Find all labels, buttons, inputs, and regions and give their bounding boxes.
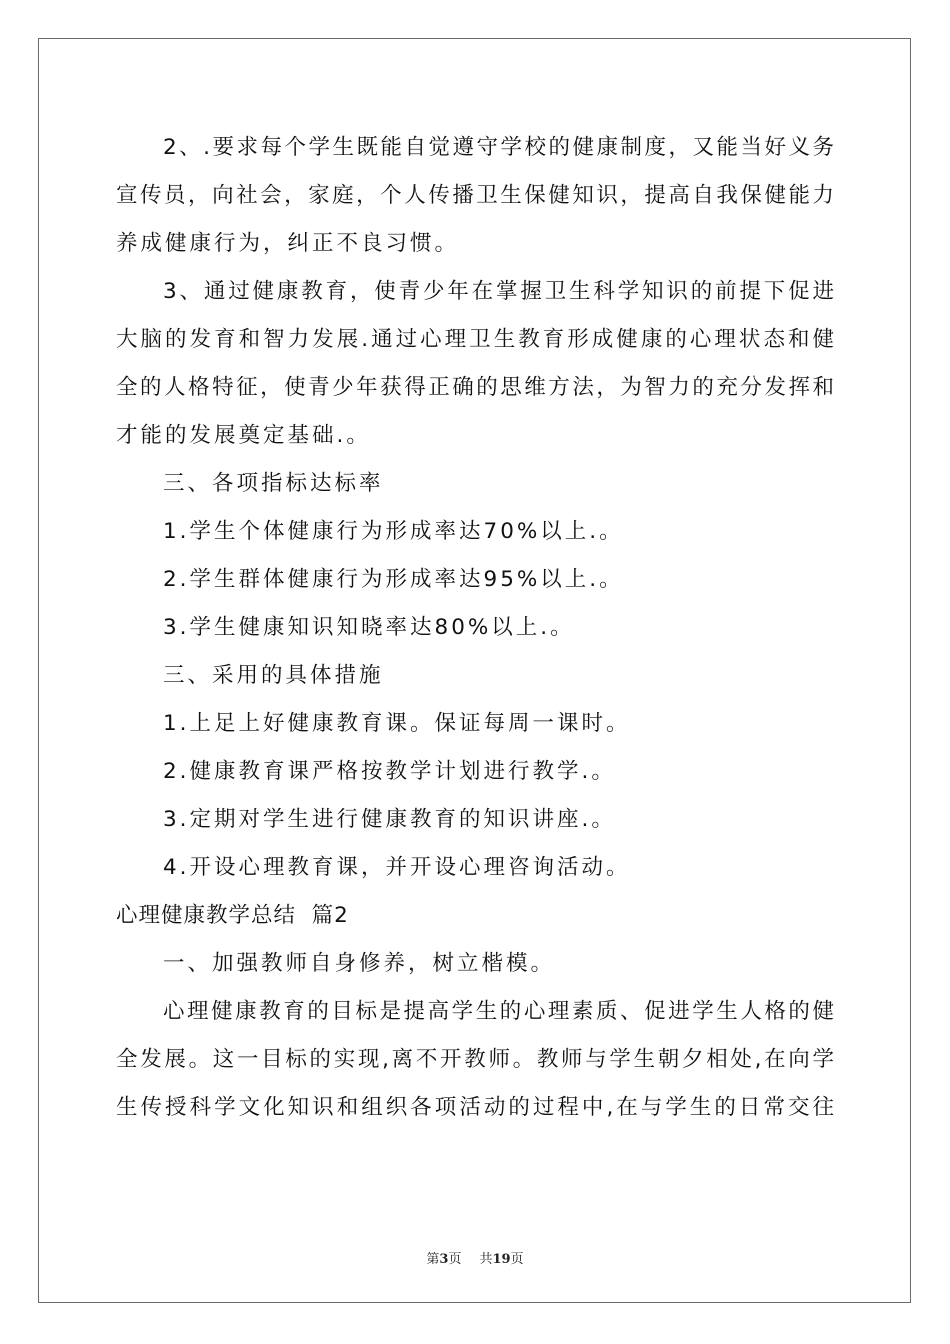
- paragraph-line: 心理健康教育的目标是提高学生的心理素质、促进学生人格的健: [163, 999, 834, 1024]
- paragraph-line: 才能的发展奠定基础.。: [116, 423, 371, 448]
- document-body: [116, 124, 834, 1132]
- list-item: 2.学生群体健康行为形成率达95%以上.。: [163, 567, 624, 592]
- total-unit: 页: [510, 1252, 524, 1267]
- paragraph-line: 生传授科学文化知识和组织各项活动的过程中,在与学生的日常交往: [116, 1095, 834, 1120]
- page-footer: [0, 1248, 950, 1267]
- total-prefix: 共: [479, 1252, 493, 1267]
- paragraph-line: 养成健康行为，纠正不良习惯。: [116, 231, 460, 256]
- section-heading: 一、加强教师自身修养，树立楷模。: [163, 951, 556, 976]
- page-unit: 页: [448, 1252, 462, 1267]
- article-heading: 心理健康教学总结 篇2: [116, 903, 349, 928]
- paragraph-line: 3、通过健康教育，使青少年在掌握卫生科学知识的前提下促进: [163, 279, 834, 304]
- section-heading: 三、采用的具体措施: [163, 663, 384, 688]
- list-item: 3.定期对学生进行健康教育的知识讲座.。: [163, 807, 616, 832]
- paragraph-line: 2、.要求每个学生既能自觉遵守学校的健康制度，又能当好义务: [163, 135, 834, 160]
- list-item: 4.开设心理教育课，并开设心理咨询活动。: [163, 855, 631, 880]
- paragraph-line: 全的人格特征，使青少年获得正确的思维方法，为智力的充分发挥和: [116, 375, 834, 400]
- paragraph-line: 大脑的发育和智力发展.通过心理卫生教育形成健康的心理状态和健: [116, 327, 834, 352]
- paragraph-line: 全发展。这一目标的实现,离不开教师。教师与学生朝夕相处,在向学: [116, 1047, 834, 1072]
- paragraph-line: 宣传员，向社会，家庭，个人传播卫生保健知识，提高自我保健能力: [116, 183, 834, 208]
- list-item: 3.学生健康知识知晓率达80%以上.。: [163, 615, 575, 640]
- page-current: 3: [439, 1252, 449, 1267]
- list-item: 1.学生个体健康行为形成率达70%以上.。: [163, 519, 624, 544]
- page-total: 19: [492, 1252, 511, 1267]
- section-heading: 三、各项指标达标率: [163, 471, 384, 496]
- list-item: 2.健康教育课严格按教学计划进行教学.。: [163, 759, 616, 784]
- list-item: 1.上足上好健康教育课。保证每周一课时。: [163, 711, 631, 736]
- page-prefix: 第: [426, 1252, 440, 1267]
